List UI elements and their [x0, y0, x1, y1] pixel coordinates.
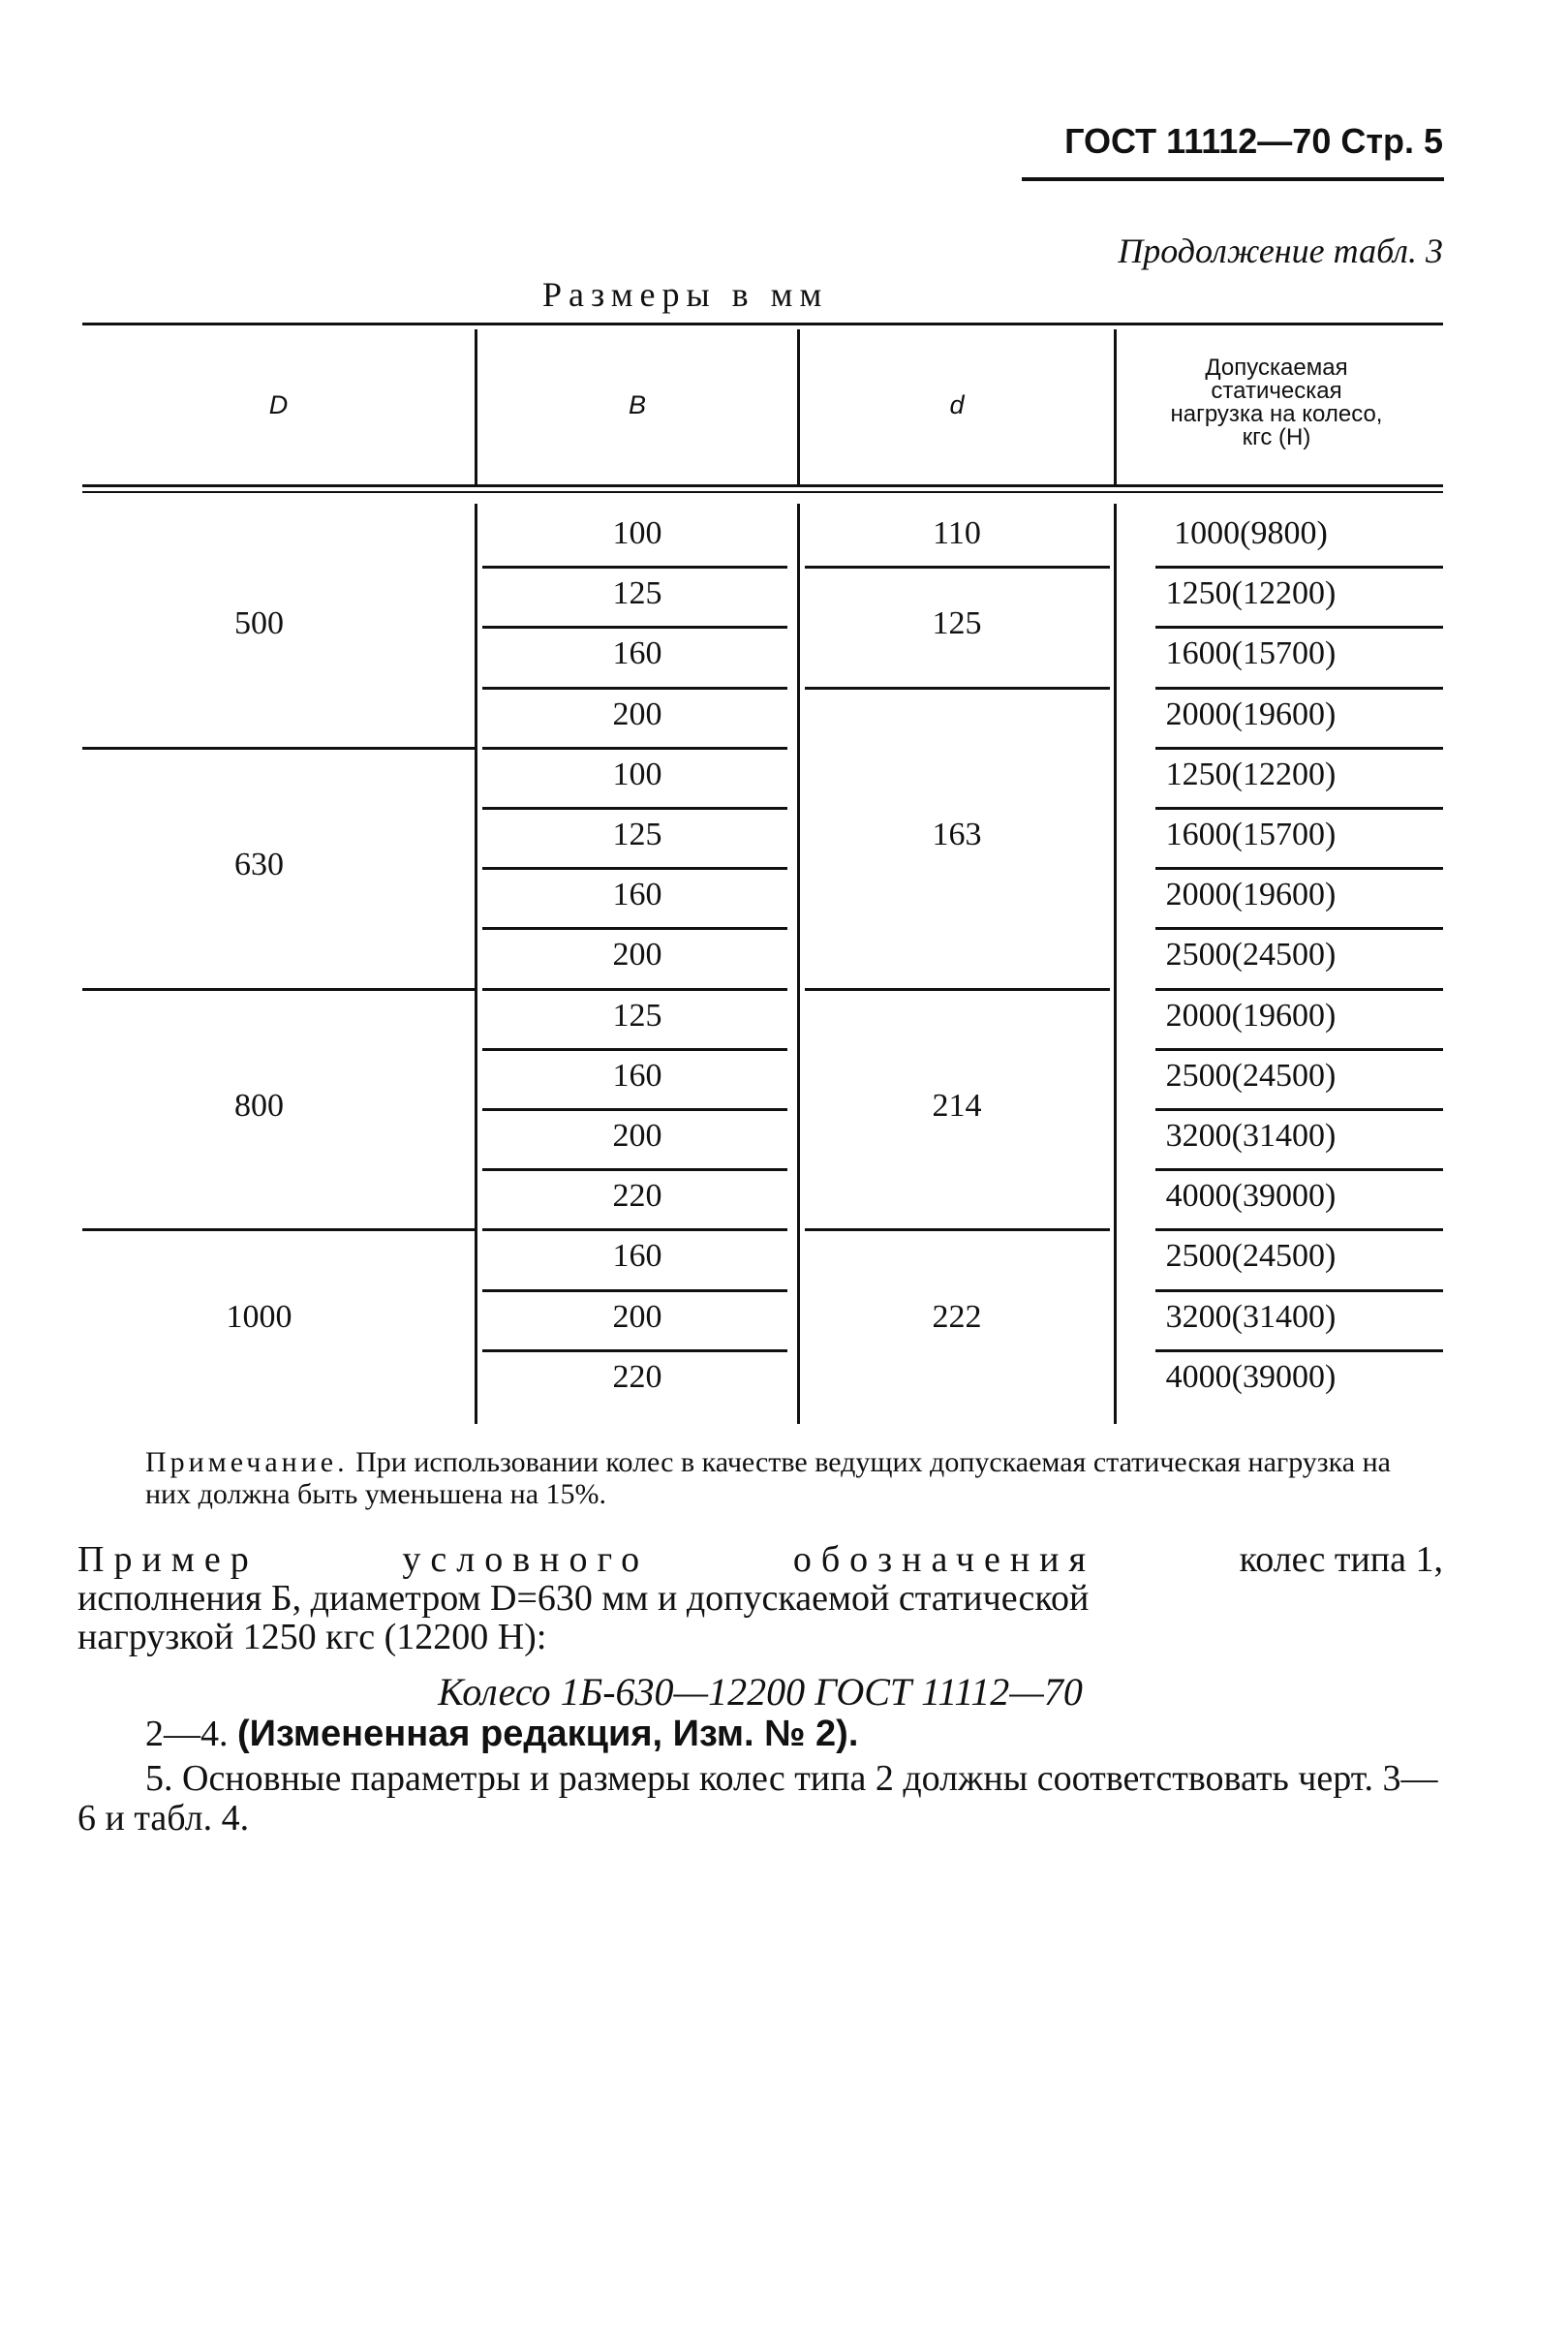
row-rule-B — [482, 1048, 787, 1051]
group-rule-d — [805, 1228, 1110, 1231]
cell-B: 200 — [612, 1298, 662, 1335]
cell-d: 163 — [932, 817, 982, 853]
cell-load: 1600(15700) — [1165, 635, 1337, 672]
table-units-label: Размеры в мм — [542, 275, 829, 314]
cell-D: 630 — [234, 847, 284, 883]
row-rule-B — [482, 626, 787, 629]
row-rule-B — [482, 1168, 787, 1171]
row-rule-load — [1155, 687, 1443, 690]
row-rule-load — [1155, 1108, 1443, 1111]
load-header-line-3: нагрузка на колесо, — [1170, 401, 1383, 427]
row-rule-B — [482, 566, 787, 569]
cell-load: 2500(24500) — [1165, 1057, 1337, 1094]
amendment-prefix: 2—4. — [145, 1714, 229, 1754]
cell-load: 1250(12200) — [1165, 575, 1337, 612]
group-rule-D — [82, 988, 475, 991]
example-line-3: нагрузкой 1250 кгс (12200 Н): — [77, 1617, 547, 1657]
cell-load: 2000(19600) — [1165, 695, 1337, 732]
note-text: При использовании колес в качестве ведущих допускаемая статическая нагрузка на них должна быть уменьшена на 15%. — [145, 1446, 1391, 1510]
cell-B: 100 — [612, 515, 662, 551]
table-continuation-label: Продолжение табл. 3 — [1118, 232, 1443, 270]
cell-load: 2000(19600) — [1165, 877, 1337, 913]
row-rule-load — [1155, 1168, 1443, 1171]
header-rule — [1022, 177, 1444, 181]
example-designation: Колесо 1Б-630—12200 ГОСТ 11112—70 — [438, 1670, 1083, 1714]
column-header-D: D — [268, 390, 289, 419]
group-rule-D — [82, 747, 475, 750]
load-header-line-4: кгс (Н) — [1242, 424, 1311, 450]
row-rule-B — [482, 867, 787, 870]
cell-d: 214 — [932, 1088, 982, 1124]
group-rule-D — [82, 1228, 475, 1231]
group-rule-d — [805, 687, 1110, 690]
cell-B: 220 — [612, 1178, 662, 1215]
row-rule-B — [482, 687, 787, 690]
row-rule-load — [1155, 1289, 1443, 1292]
cell-load: 2000(19600) — [1165, 997, 1337, 1034]
cell-load: 4000(39000) — [1165, 1178, 1337, 1215]
row-rule-B — [482, 1108, 787, 1111]
cell-D: 800 — [234, 1088, 284, 1124]
cell-load: 3200(31400) — [1165, 1118, 1337, 1154]
column-header-d: d — [949, 390, 965, 419]
note-label: Примечание. — [145, 1446, 349, 1478]
cell-load: 4000(39000) — [1165, 1358, 1337, 1395]
cell-load: 2500(24500) — [1165, 1238, 1337, 1275]
cell-d: 222 — [932, 1298, 982, 1335]
cell-d: 125 — [932, 605, 982, 642]
cell-D: 500 — [234, 605, 284, 642]
cell-B: 160 — [612, 635, 662, 672]
example-line-2: исполнения Б, диаметром D=630 мм и допускаемой статической — [77, 1578, 1090, 1619]
cell-load: 1600(15700) — [1165, 817, 1337, 852]
cell-B: 125 — [612, 817, 662, 852]
paragraph-5: 5. Основные параметры и размеры колес типа 2 должны соответствовать черт. 3—6 и табл. 4. — [77, 1758, 1438, 1839]
cell-B: 160 — [612, 877, 662, 913]
table-header-rule-2 — [82, 491, 1443, 493]
row-rule-load — [1155, 927, 1443, 930]
row-rule-B — [482, 927, 787, 930]
cell-B: 125 — [612, 575, 662, 612]
group-rule-d — [805, 988, 1110, 991]
example-word-1: Пример — [77, 1539, 259, 1580]
cell-B: 100 — [612, 756, 662, 792]
row-rule-load — [1155, 867, 1443, 870]
column-header-load — [1117, 356, 1436, 449]
example-word-2: условного — [402, 1539, 650, 1580]
row-rule-B — [482, 747, 787, 750]
cell-D: 1000 — [226, 1298, 292, 1335]
cell-B: 160 — [612, 1057, 662, 1094]
amendment-note — [77, 1715, 1443, 1753]
row-rule-B — [482, 1349, 787, 1352]
row-rule-load — [1155, 807, 1443, 810]
load-header-line-1: Допускаемая — [1205, 355, 1348, 381]
cell-load: 2500(24500) — [1165, 937, 1337, 974]
row-rule-load — [1155, 566, 1443, 569]
row-rule-B — [482, 988, 787, 991]
row-rule-load — [1155, 1228, 1443, 1231]
amendment-text: (Измененная редакция, Изм. № 2). — [237, 1714, 859, 1754]
row-rule-load — [1155, 747, 1443, 750]
cell-load: 1000(9800) — [1174, 515, 1328, 551]
table-header-rule — [82, 484, 1443, 487]
row-rule-load — [1155, 988, 1443, 991]
example-word-3: обозначения — [792, 1539, 1095, 1580]
row-rule-B — [482, 1289, 787, 1292]
example-line-1 — [77, 1540, 1443, 1579]
row-rule-load — [1155, 1349, 1443, 1352]
row-rule-B — [482, 1228, 787, 1231]
cell-load: 1250(12200) — [1165, 756, 1337, 792]
row-rule-B — [482, 807, 787, 810]
table-top-rule — [82, 323, 1443, 325]
table-note — [145, 1446, 1443, 1510]
cell-d: 110 — [933, 515, 981, 552]
row-rule-load — [1155, 626, 1443, 629]
row-rule-load — [1155, 1048, 1443, 1051]
cell-load: 3200(31400) — [1165, 1298, 1337, 1335]
group-rule-d — [805, 566, 1110, 569]
cell-B: 125 — [612, 997, 662, 1034]
cell-B: 200 — [612, 695, 662, 732]
page-header: ГОСТ 11112—70 Стр. 5 — [1064, 121, 1443, 161]
cell-B: 160 — [612, 1238, 662, 1275]
cell-B: 200 — [612, 937, 662, 974]
column-header-B: B — [628, 390, 646, 419]
load-header-line-2: статическая — [1211, 378, 1342, 404]
example-word-4: колес типа 1, — [1239, 1539, 1443, 1580]
cell-B: 200 — [612, 1118, 662, 1154]
cell-B: 220 — [612, 1358, 662, 1395]
example-paragraph — [77, 1540, 1443, 1656]
